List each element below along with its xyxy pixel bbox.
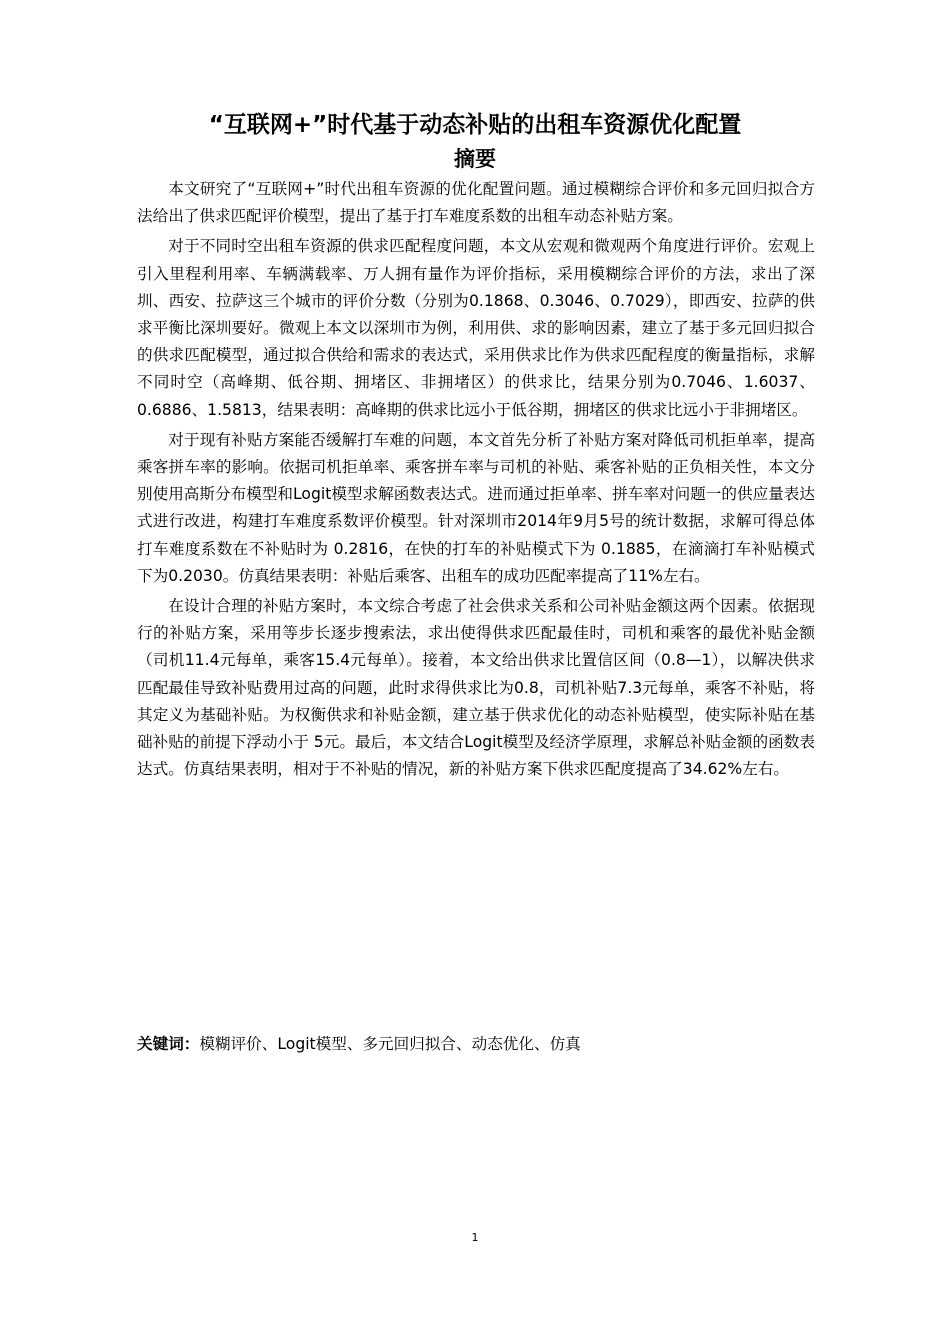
abstract-paragraph: 对于现有补贴方案能否缓解打车难的问题，本文首先分析了补贴方案对降低司机拒单率，提高乘客拼车率的影响。依据司机拒单率、乘客拼车率与司机的补贴、乘客补贴的正负相关性，本文分别使用高斯分布模型和Logit模型求解函数表达式。进而通过拒单率、拼车率对问题一的供应量表达式进行改进，构建打车难度系数评价模型。针对深圳市2014年9月5号的统计数据，求解可得总体打车难度系数在不补贴时为 0.2816，在快的打车的补贴模式下为 0.1885，在滴滴打车补贴模式下为0.2030。仿真结果表明：补贴后乘客、出租车的成功匹配率提高了11%左右。 (137, 430, 815, 585)
paper-title: “互联网+”时代基于动态补贴的出租车资源优化配置 (208, 112, 742, 138)
keywords-line (137, 1031, 815, 1058)
keywords-text: 模糊评价、Logit模型、多元回归拟合、动态优化、仿真 (199, 1035, 581, 1053)
abstract-heading: 摘要 (454, 147, 496, 171)
keywords-label: 关键词： (137, 1035, 200, 1053)
page-number: 1 (471, 1231, 479, 1244)
abstract-body (137, 176, 815, 786)
abstract-paragraph: 对于不同时空出租车资源的供求匹配程度问题，本文从宏观和微观两个角度进行评价。宏观上引入里程利用率、车辆满载率、万人拥有量作为评价指标，采用模糊综合评价的方法，求出了深圳、西安、拉萨这三个城市的评价分数（分别为0.1868、0.3046、0.7029），即西安、拉萨的供求平衡比深圳要好。微观上本文以深圳市为例，利用供、求的影响因素，建立了基于多元回归拟合的供求匹配模型，通过拟合供给和需求的表达式，采用供求比作为供求匹配程度的衡量指标，求解不同时空（高峰期、低谷期、拥堵区、非拥堵区）的供求比，结果分别为0.7046、1.6037、0.6886、1.5813，结果表明：高峰期的供求比远小于低谷期，拥堵区的供求比远小于非拥堵区。 (137, 237, 815, 419)
abstract-paragraph: 本文研究了“互联网+”时代出租车资源的优化配置问题。通过模糊综合评价和多元回归拟合方法给出了供求匹配评价模型，提出了基于打车难度系数的出租车动态补贴方案。 (137, 180, 815, 226)
abstract-paragraph: 在设计合理的补贴方案时，本文综合考虑了社会供求关系和公司补贴金额这两个因素。依据现行的补贴方案，采用等步长逐步搜索法，求出使得供求匹配最佳时，司机和乘客的最优补贴金额（司机11.4元每单，乘客15.4元每单）。接着，本文给出供求比置信区间（0.8—1），以解决供求匹配最佳导致补贴费用过高的问题，此时求得供求比为0.8，司机补贴7.3元每单，乘客不补贴，将其定义为基础补贴。为权衡供求和补贴金额，建立基于供求优化的动态补贴模型，使实际补贴在基础补贴的前提下浮动小于 5元。最后，本文结合Logit模型及经济学原理，求解总补贴金额的函数表达式。仿真结果表明，相对于不补贴的情况，新的补贴方案下供求匹配度提高了34.62%左右。 (137, 597, 815, 779)
